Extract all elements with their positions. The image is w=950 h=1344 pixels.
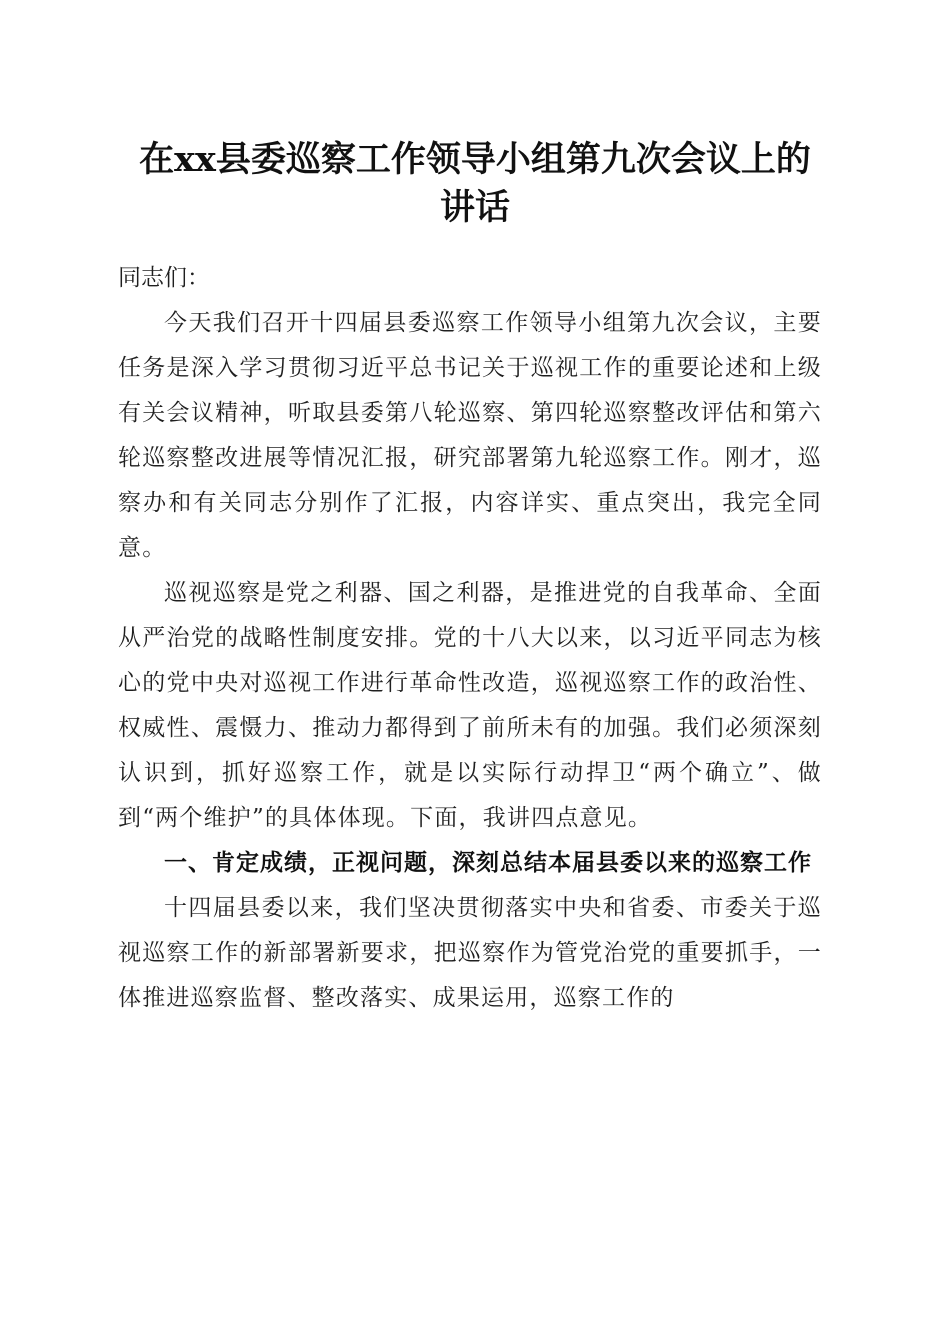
- section-heading-1: 一、肯定成绩，正视问题，深刻总结本届县委以来的巡察工作: [164, 850, 812, 876]
- paragraph-opening: 今天我们召开十四届县委巡察工作领导小组第九次会议，主要任务是深入学习贯彻习近平总书记关于巡视工作的重要论述和上级有关会议精神，听取县委第八轮巡察、第四轮巡察整改评估和第六轮巡察整改进展等情况汇报，研究部署第九轮巡察工作。刚才，巡察办和有关同志分别作了汇报，内容详实、重点突出，我完全同意。: [118, 310, 822, 561]
- paragraph-section-1: 十四届县委以来，我们坚决贯彻落实中央和省委、市委关于巡视巡察工作的新部署新要求，把巡察作为管党治党的重要抓手，一体推进巡察监督、整改落实、成果运用，巡察工作的: [118, 895, 822, 1011]
- salutation: 同志们：: [118, 265, 210, 291]
- paragraph-significance: 巡视巡察是党之利器、国之利器，是推进党的自我革命、全面从严治党的战略性制度安排。党的十八大以来，以习近平同志为核心的党中央对巡视工作进行革命性改造，巡视巡察工作的政治性、权威性、震慑力、推动力都得到了前所未有的加强。我们必须深刻认识到，抓好巡察工作，就是以实际行动捍卫“两个确立”、做到“两个维护”的具体体现。下面，我讲四点意见。: [118, 580, 822, 831]
- document-body: [118, 256, 822, 1021]
- title-line-1: 在xx县委巡察工作领导小组第九次会议上的: [139, 139, 811, 180]
- title-line-2: 讲话: [439, 187, 510, 228]
- document-title: [100, 136, 850, 232]
